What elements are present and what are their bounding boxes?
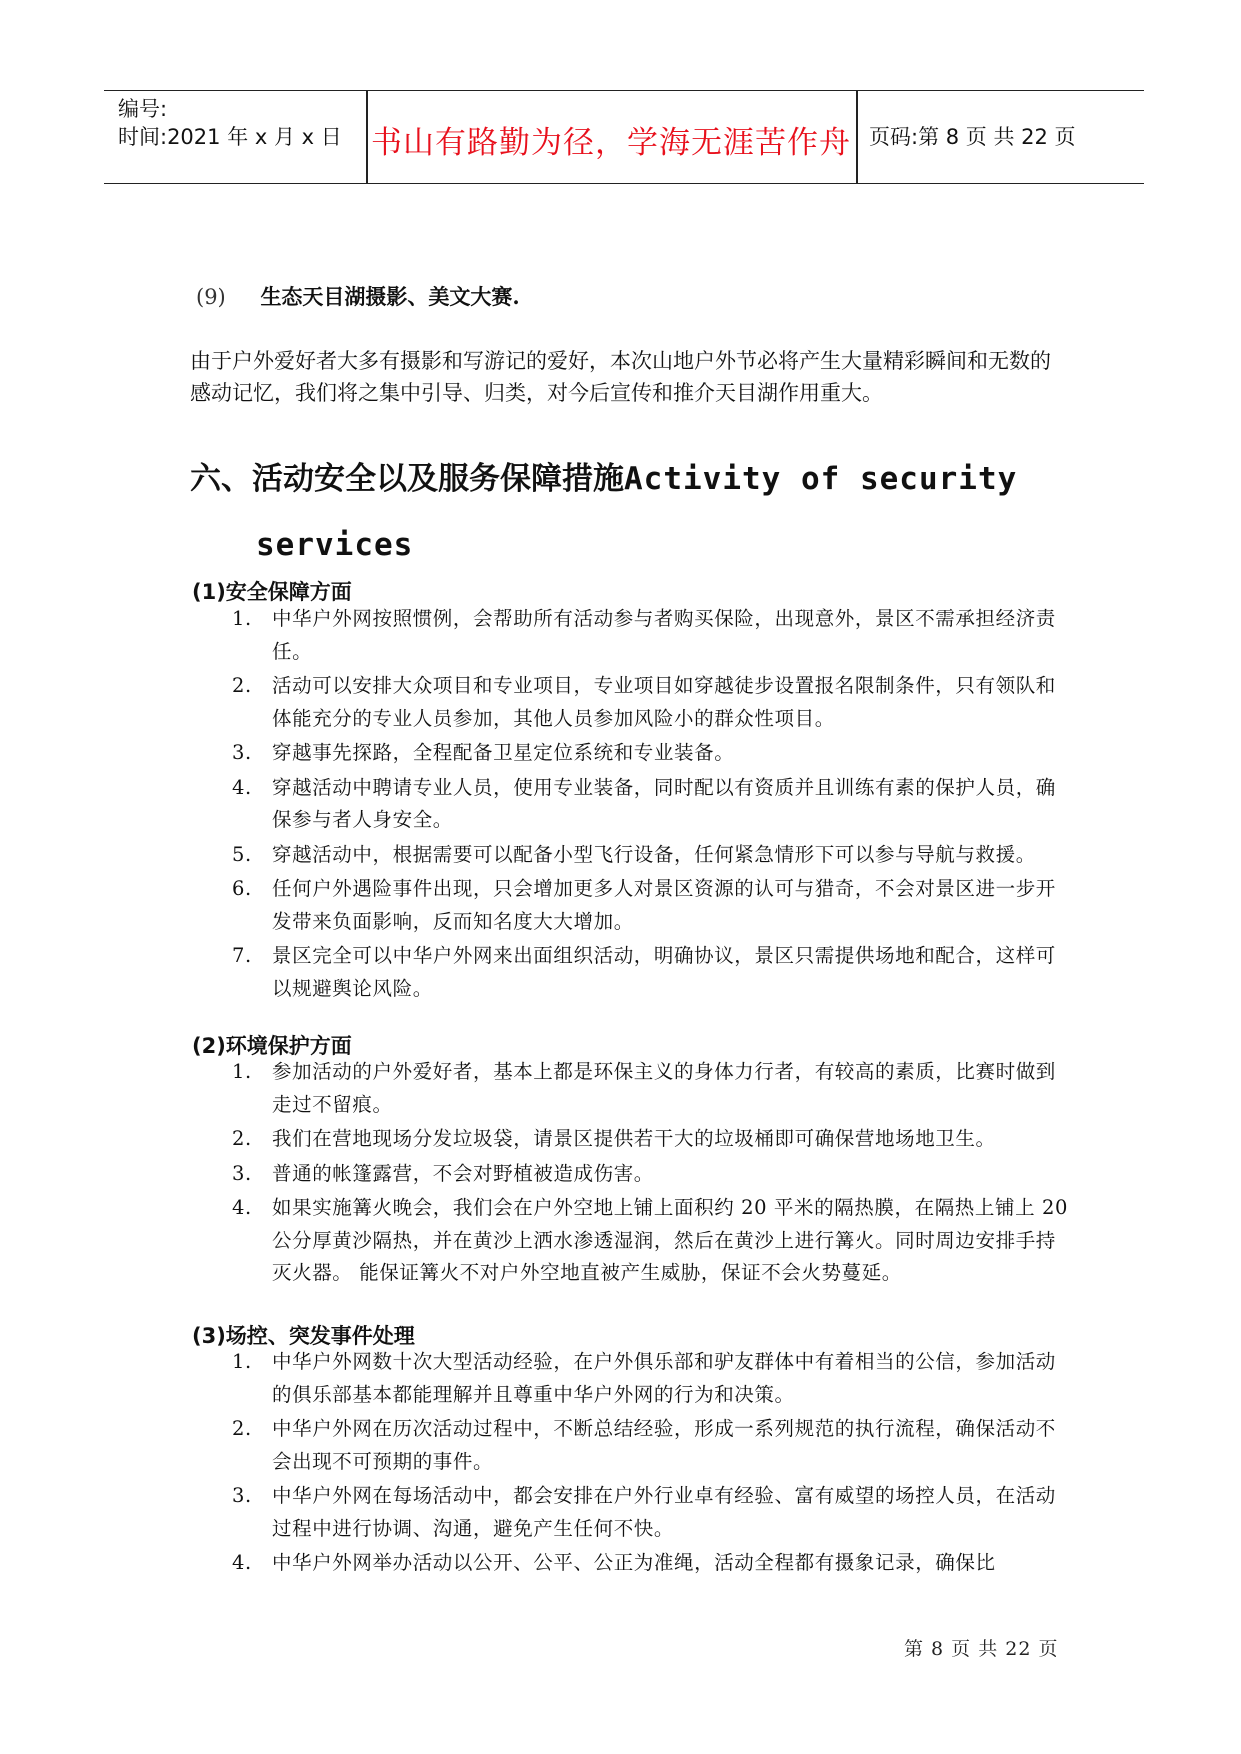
- environment-list: [232, 1056, 1072, 1292]
- time-label: 时间:2021 年 x 月 x 日: [118, 125, 342, 149]
- intro-paragraph: 由于户外爱好者大多有摄影和写游记的爱好，本次山地户外节必将产生大量精彩瞬间和无数的感动记忆，我们将之集中引导、归类，对今后宣传和推介天目湖作用重大。: [190, 349, 1051, 405]
- header-meta: [118, 95, 342, 151]
- page-header: [104, 90, 1144, 184]
- list-item: 4. 穿越活动中聘请专业人员，使用专业装备，同时配以有资质并且训练有素的保护人员，确保参与者人身安全。: [232, 775, 1056, 831]
- list-item: 6. 任何户外遇险事件出现，只会增加更多人对景区资源的认可与猎奇，不会对景区进一步开发带来负面影响，反而知名度大大增加。: [232, 877, 1056, 933]
- header-divider: [856, 91, 858, 183]
- list-item: 2. 活动可以安排大众项目和专业项目，专业项目如穿越徒步设置报名限制条件，只有领队和体能充分的专业人员参加，其他人员参加风险小的群众性项目。: [232, 674, 1056, 730]
- subsection-title: (1)安全保障方面: [192, 580, 352, 604]
- list-item: 4. 如果实施篝火晚会，我们会在户外空地上铺上面积约 20 平米的隔热膜，在隔热上铺上 20 公分厚黄沙隔热，并在黄沙上洒水渗透湿润，然后在黄沙上进行篝火。同时周边安排手持灭火器。 能保证篝火不对户外空地直被产生威胁，保证不会火势蔓延。: [232, 1196, 1069, 1284]
- list-item: 3. 普通的帐篷露营，不会对野植被造成伤害。: [232, 1161, 654, 1185]
- section-heading-cn: 六、活动安全以及服务保障措施: [190, 461, 624, 497]
- number-label: 编号:: [118, 97, 168, 121]
- list-item: 3. 中华户外网在每场活动中，都会安排在户外行业卓有经验、富有威望的场控人员，在活动过程中进行协调、沟通，避免产生任何不快。: [232, 1484, 1056, 1540]
- list-item: 4. 中华户外网举办活动以公开、公平、公正为准绳，活动全程都有摄象记录，确保比: [232, 1551, 996, 1574]
- list-item: 2. 中华户外网在历次活动过程中，不断总结经验，形成一系列规范的执行流程，确保活动不会出现不可预期的事件。: [232, 1417, 1056, 1473]
- subsection-title: (3)场控、突发事件处理: [192, 1324, 415, 1348]
- page-footer: 第 8 页 共 22 页: [904, 1638, 1059, 1660]
- header-page-label: 页码:第 8 页 共 22 页: [869, 125, 1076, 149]
- section-heading: [190, 446, 1090, 578]
- list-item: 5. 穿越活动中，根据需要可以配备小型飞行设备，任何紧急情形下可以参与导航与救援。: [232, 842, 1036, 866]
- list-item: 3. 穿越事先探路，全程配备卫星定位系统和专业装备。: [232, 741, 735, 764]
- list-item: 7. 景区完全可以中华户外网来出面组织活动，明确协议，景区只需提供场地和配合，这样可以规避舆论风险。: [232, 944, 1056, 1000]
- list-item: 1. 中华户外网数十次大型活动经验，在户外俱乐部和驴友群体中有着相当的公信，参加活动的俱乐部基本都能理解并且尊重中华户外网的行为和决策。: [232, 1350, 1056, 1406]
- item-9-title: 生态天目湖摄影、美文大赛.: [260, 284, 520, 309]
- list-item: 2. 我们在营地现场分发垃圾袋，请景区提供若干大的垃圾桶即可确保营地场地卫生。: [232, 1127, 996, 1150]
- section-heading-en: Activity of security: [624, 461, 1018, 497]
- list-item: 1. 中华户外网按照惯例，会帮助所有活动参与者购买保险，出现意外，景区不需承担经济责任。: [232, 607, 1056, 663]
- list-item: 1. 参加活动的户外爱好者，基本上都是环保主义的身体力行者，有较高的素质，比赛时做到走过不留痕。: [232, 1060, 1056, 1116]
- incident-list: [232, 1346, 1072, 1582]
- header-motto: 书山有路勤为径，学海无涯苦作舟: [371, 125, 851, 161]
- section-heading-en-cont: services: [256, 527, 414, 563]
- safety-list: [232, 603, 1072, 1007]
- subsection-title: (2)环境保护方面: [192, 1034, 352, 1058]
- item-9-number: (9): [196, 285, 226, 309]
- item-9-heading: [196, 281, 520, 311]
